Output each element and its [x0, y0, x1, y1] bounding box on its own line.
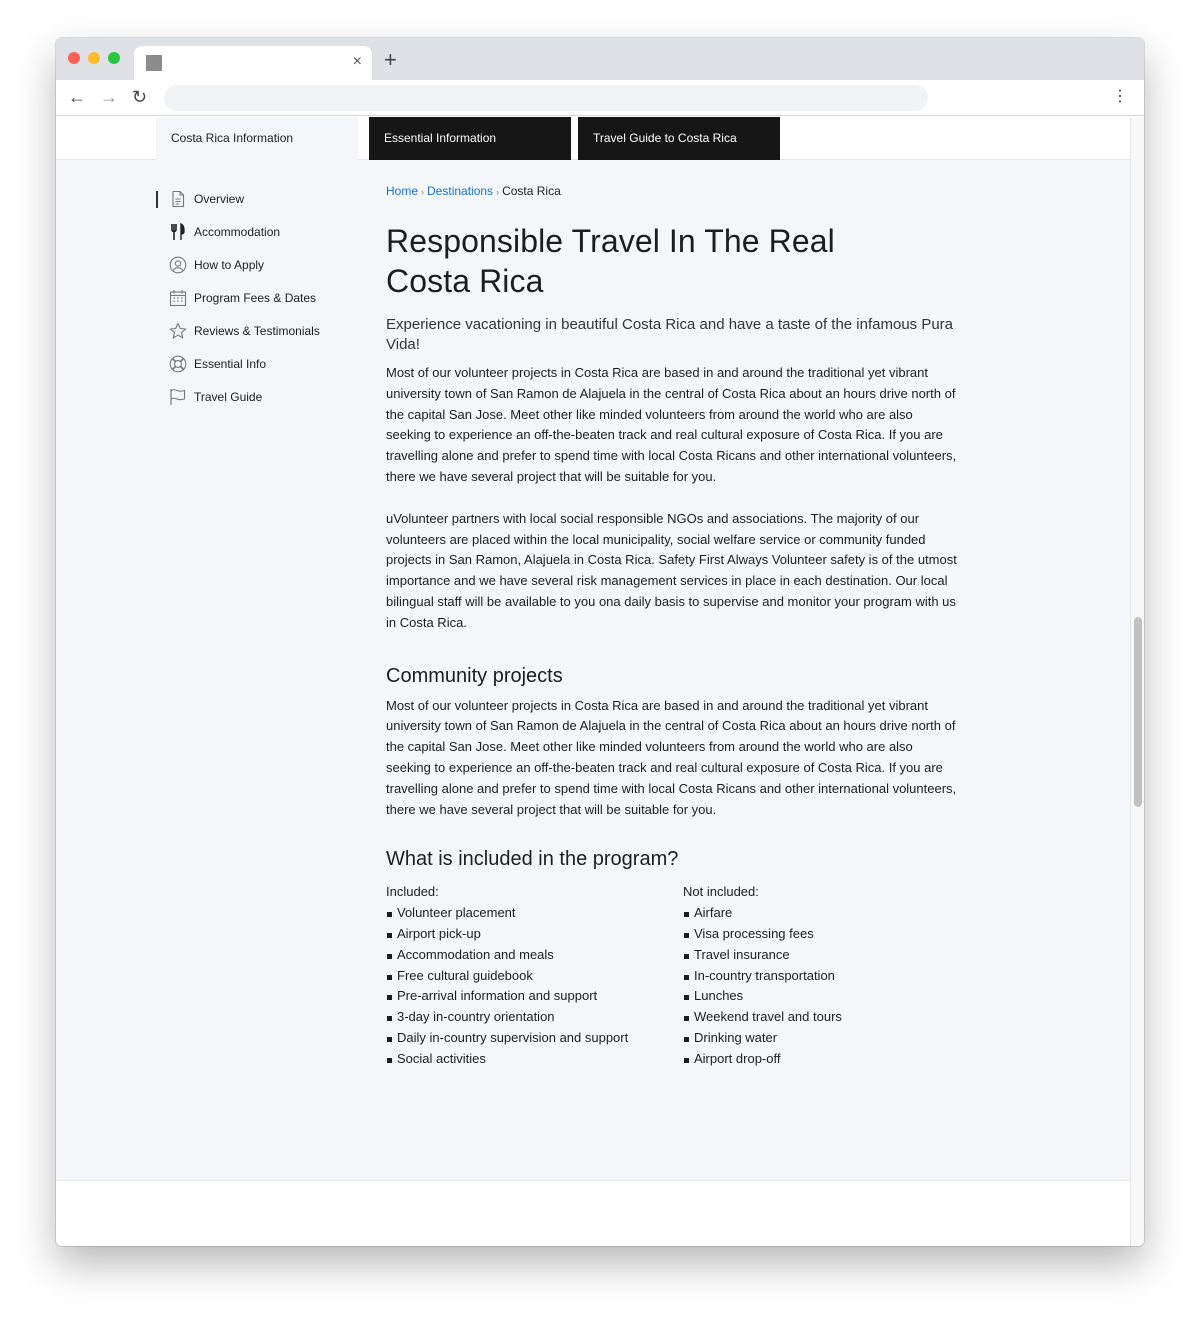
sidebar-item-accommodation[interactable]: [156, 216, 356, 249]
included-list: [386, 903, 676, 1069]
page-viewport: [56, 117, 1130, 1246]
tab-close-icon[interactable]: ×: [352, 53, 362, 70]
browser-titlebar: [56, 38, 1144, 80]
list-item: Social activities: [386, 1049, 676, 1070]
fork-knife-icon: [169, 223, 187, 241]
main-content: [386, 183, 961, 1072]
included-heading: What is included in the program?: [386, 848, 679, 871]
lifebuoy-icon: [169, 355, 187, 373]
sidebar-navigation: [156, 183, 356, 414]
breadcrumb-separator: ›: [496, 187, 500, 197]
breadcrumb-current: Costa Rica: [502, 184, 561, 198]
list-item: Pre-arrival information and support: [386, 986, 676, 1007]
maximize-window-button[interactable]: [108, 52, 120, 64]
calendar-icon: [169, 289, 187, 307]
partners-paragraph: uVolunteer partners with local social responsible NGOs and associations. The majority of our volunteers are placed within the local municipality, social welfare service or community funded projects in San Ramon, Alajuela in Costa Rica. Safety First Always Volunteer safety is of the utmost importance and we have several risk management services in place in each destination. Our local bilingual staff will be available to you ona daily basis to supervise and monitor your program with us in Costa Rica.: [386, 510, 957, 630]
list-item: Airport drop-off: [683, 1049, 973, 1070]
breadcrumb-separator: ›: [421, 187, 425, 197]
sidebar-item-label: Accommodation: [194, 225, 281, 239]
new-tab-button[interactable]: +: [384, 47, 397, 72]
sidebar-item-label: Overview: [194, 192, 245, 206]
included-label: Included:: [386, 884, 439, 900]
list-item: 3-day in-country orientation: [386, 1007, 676, 1028]
browser-menu-icon[interactable]: ⋮: [1112, 88, 1128, 105]
list-item: Travel insurance: [683, 945, 973, 966]
browser-window: [56, 38, 1144, 1246]
favicon-icon: [146, 55, 162, 71]
topnav-essential-information[interactable]: Essential Information: [369, 117, 571, 160]
inclusion-lists: [386, 882, 961, 1072]
community-paragraph: Most of our volunteer projects in Costa Rica are based in and around the traditional yet vibrant university town of San Ramon de Alajuela in the central of Costa Rica about an hours drive north of the capital San Jose. Meet other like minded volunteers from around the world who are also seeking to experience an off-the-beaten track and real cultural exposure of Costa Rica. If you are travelling alone and prefer to spend time with local Costa Ricans and other international volunteers, there we have several project that will be suitable for you.: [386, 697, 957, 817]
close-window-button[interactable]: [68, 52, 80, 64]
list-item: Free cultural guidebook: [386, 966, 676, 987]
list-item: Accommodation and meals: [386, 945, 676, 966]
not-included-label: Not included:: [683, 884, 759, 900]
sidebar-item-label: Essential Info: [194, 357, 267, 371]
sidebar-item-label: Reviews & Testimonials: [194, 324, 320, 338]
back-arrow-icon[interactable]: ←: [68, 87, 86, 107]
page-subtitle: Experience vacationing in beautiful Costa Rica and have a taste of the infamous Pura Vida!: [386, 316, 954, 353]
sidebar-item-essential-info[interactable]: [156, 348, 356, 381]
vertical-scrollbar[interactable]: [1130, 117, 1144, 1246]
page-title-line1: Responsible Travel In The Real: [386, 223, 835, 259]
community-projects-heading: Community projects: [386, 664, 563, 687]
sidebar-item-label: How to Apply: [194, 258, 265, 272]
document-icon: [169, 190, 187, 208]
breadcrumb-home-link[interactable]: Home: [386, 184, 419, 198]
scrollbar-thumb[interactable]: [1134, 617, 1142, 807]
user-circle-icon: [169, 256, 187, 274]
included-column: [386, 882, 676, 1069]
list-item: Lunches: [683, 986, 973, 1007]
sidebar-item-reviews-testimonials[interactable]: [156, 315, 356, 348]
breadcrumb-destinations-link[interactable]: Destinations: [427, 184, 494, 198]
browser-toolbar: [56, 80, 1144, 116]
list-item: Drinking water: [683, 1028, 973, 1049]
minimize-window-button[interactable]: [88, 52, 100, 64]
breadcrumb: [386, 183, 961, 199]
address-bar[interactable]: [164, 85, 928, 111]
topnav-costa-rica-information[interactable]: Costa Rica Information: [156, 117, 358, 160]
browser-tab[interactable]: [134, 46, 372, 80]
intro-paragraph: Most of our volunteer projects in Costa Rica are based in and around the traditional yet vibrant university town of San Ramon de Alajuela in the central of Costa Rica about an hours drive north of the capital San Jose. Meet other like minded volunteers from around the world who are also seeking to experience an off-the-beaten track and real cultural exposure of Costa Rica. If you are travelling alone and prefer to spend time with local Costa Ricans and other international volunteers, there we have several project that will be suitable for you.: [386, 365, 957, 484]
reload-icon[interactable]: ↻: [132, 87, 148, 107]
not-included-column: [683, 882, 973, 1069]
list-item: Weekend travel and tours: [683, 1007, 973, 1028]
list-item: Visa processing fees: [683, 924, 973, 945]
list-item: Volunteer placement: [386, 903, 676, 924]
page-title-line2: Costa Rica: [386, 263, 544, 299]
flag-icon: [169, 388, 187, 406]
page-title: [386, 221, 961, 301]
sidebar-item-overview[interactable]: [156, 183, 356, 216]
not-included-list: [683, 903, 973, 1069]
topnav-travel-guide[interactable]: Travel Guide to Costa Rica: [578, 117, 780, 160]
sidebar-item-travel-guide[interactable]: [156, 381, 356, 414]
list-item: In-country transportation: [683, 966, 973, 987]
page-footer: [56, 1180, 1130, 1246]
top-navigation: [56, 117, 1130, 160]
list-item: Airfare: [683, 903, 973, 924]
list-item: Airport pick-up: [386, 924, 676, 945]
star-icon: [169, 322, 187, 340]
sidebar-item-how-to-apply[interactable]: [156, 249, 356, 282]
sidebar-item-program-fees-dates[interactable]: [156, 282, 356, 315]
sidebar-item-label: Program Fees & Dates: [194, 291, 317, 305]
forward-arrow-icon[interactable]: →: [100, 87, 118, 107]
list-item: Daily in-country supervision and support: [386, 1028, 676, 1049]
sidebar-item-label: Travel Guide: [194, 390, 263, 404]
